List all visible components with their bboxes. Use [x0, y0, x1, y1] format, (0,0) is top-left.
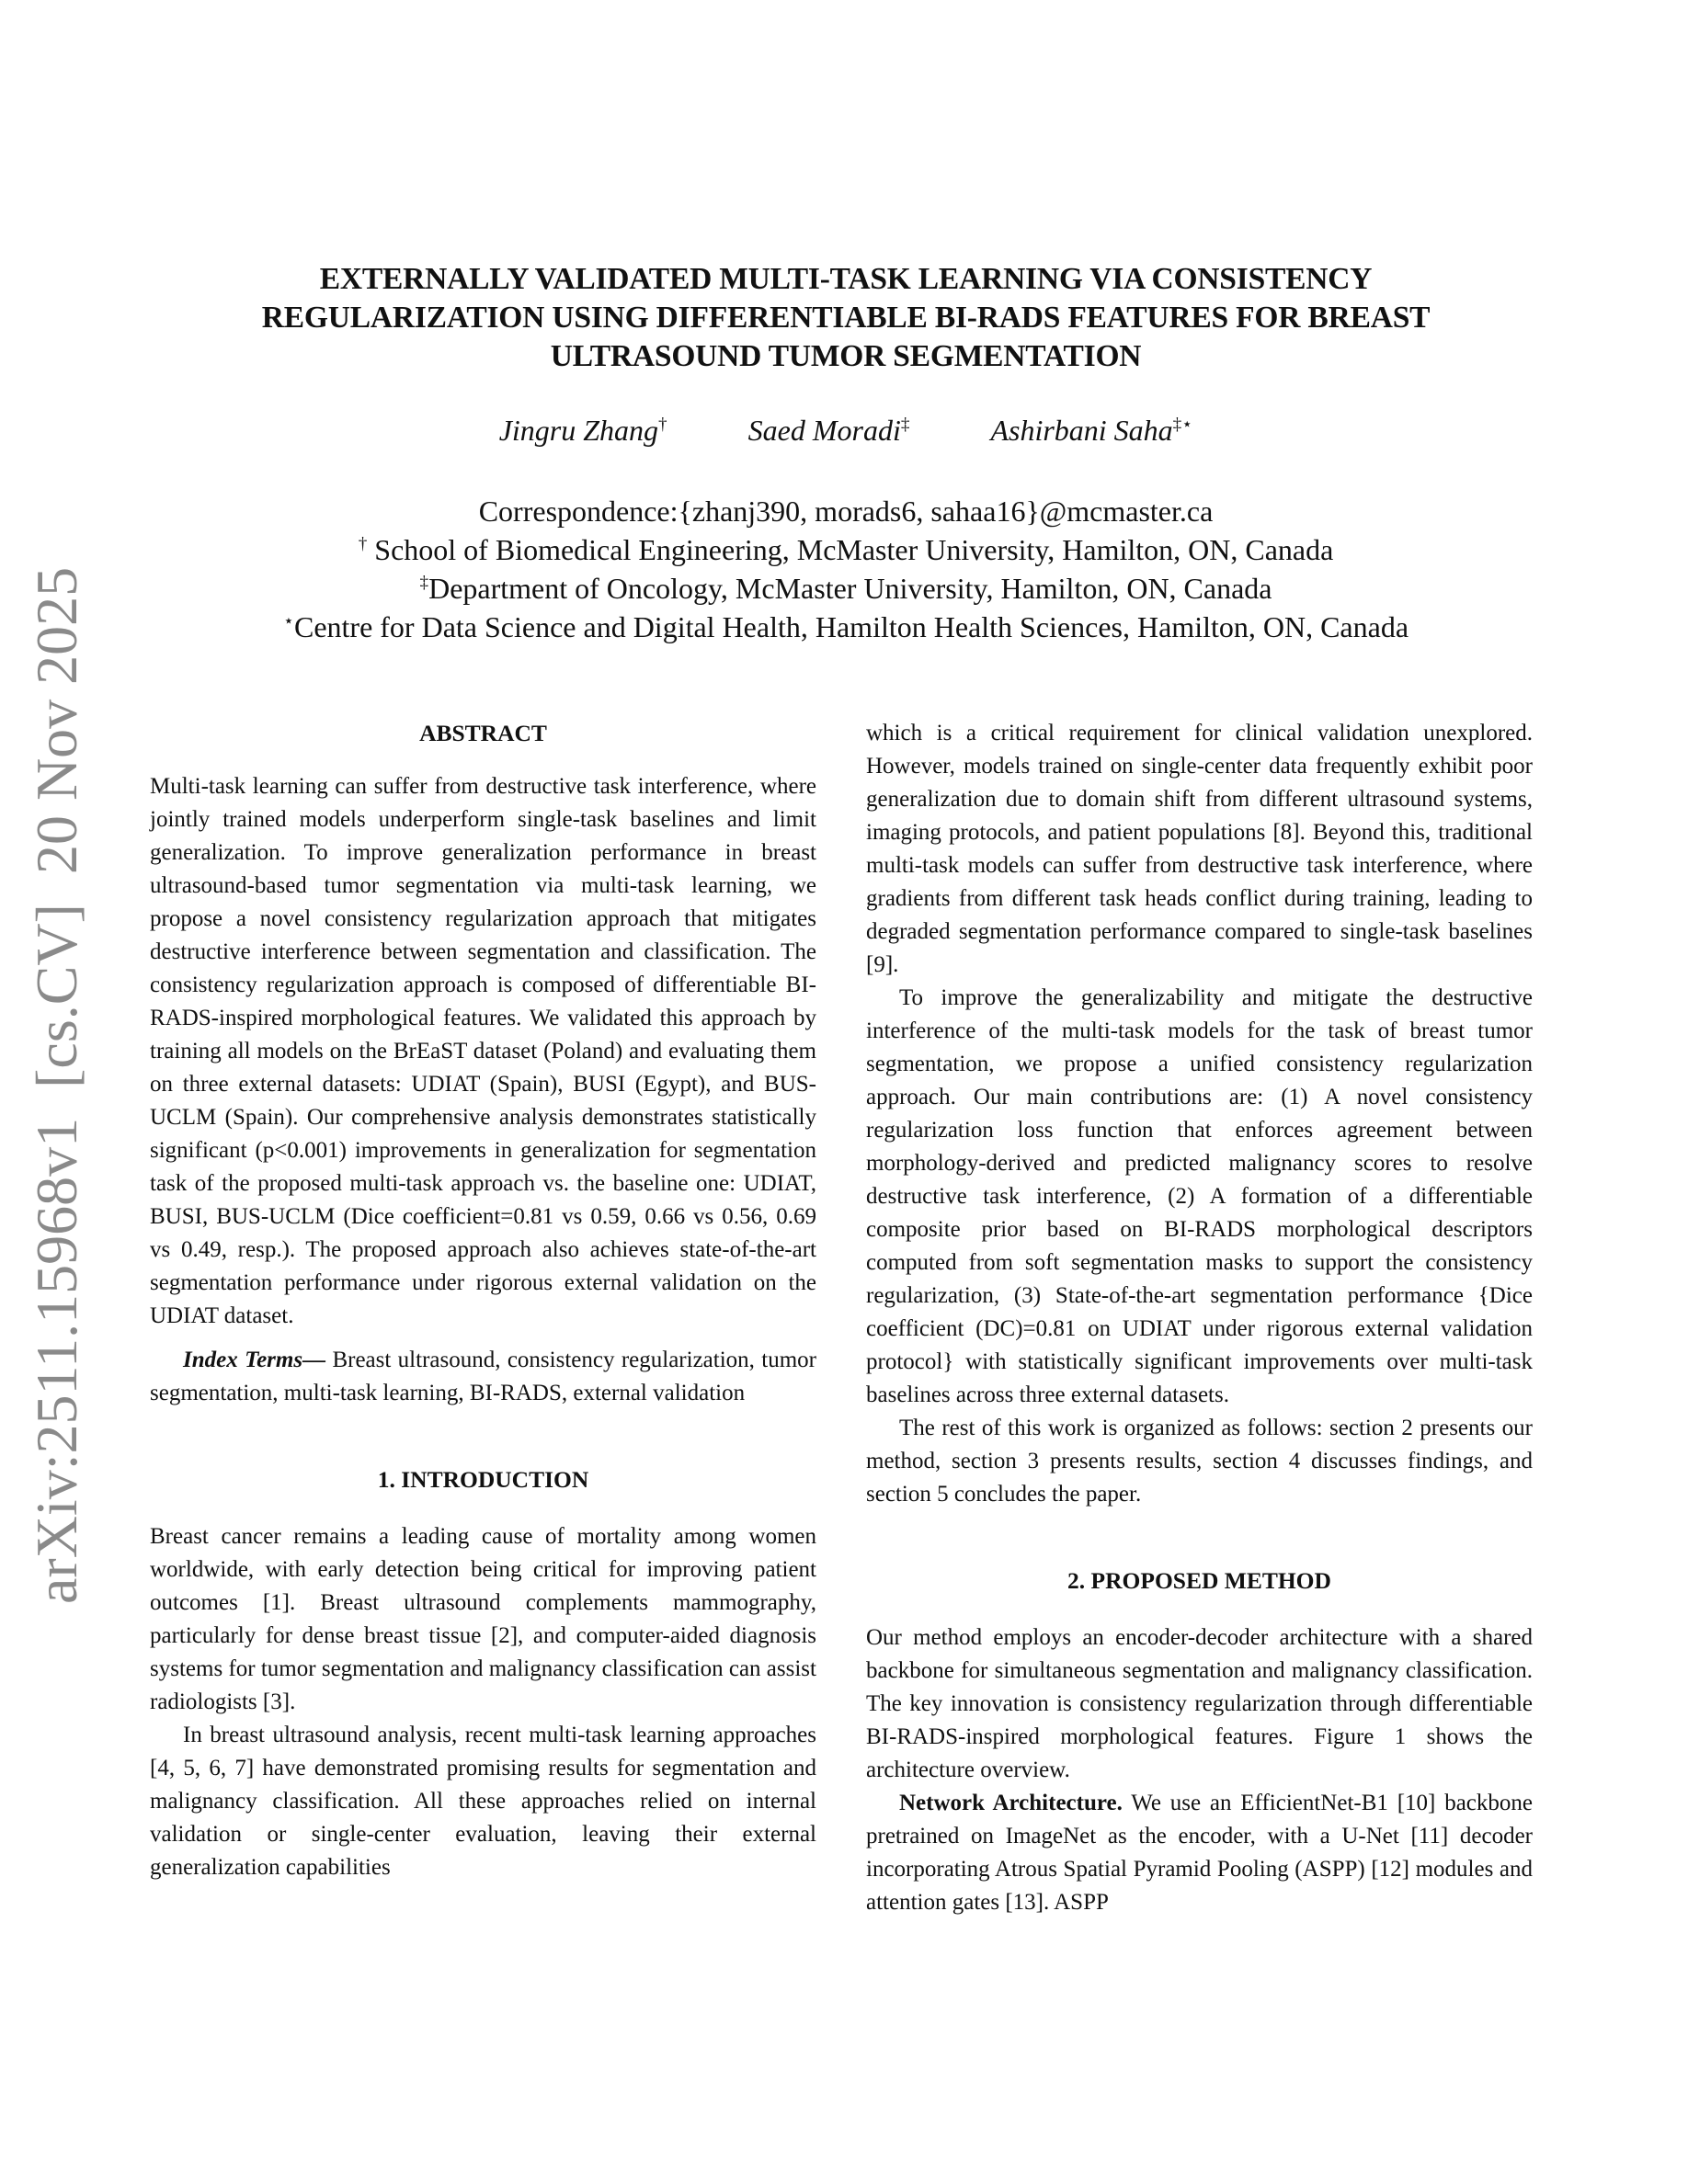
network-architecture-paragraph — [866, 1787, 1533, 1919]
paragraph-text: We use an EfficientNet-B1 [10] backbone pretrained on ImageNet as the encoder, with a U-Net [11] decoder incorporating Atrous Spatial Pyramid Pooling (ASPP) [12] modules and attention gates [13]. ASPP — [866, 1791, 1533, 1915]
index-terms-text: Breast ultrasound, consistency regularization, tumor segmentation, multi-task learning, BI-RADS, external validation — [150, 1348, 816, 1405]
author: Saed Moradi‡ — [747, 414, 910, 447]
paragraph: which is a critical requirement for clinical validation unexplored. However, models trained on single-center data frequently exhibit poor generalization due to domain shift from different ultrasound systems, imaging protocols, and patient populations [8]. Beyond this, traditional multi-task models can suffer from destructive task interference, where gradients from different task heads conflict during training, leading to degraded segmentation performance compared to single-task baselines [9]. — [866, 721, 1533, 977]
arxiv-identifier-stamp: arXiv:2511.15968v1 [cs.CV] 20 Nov 2025 — [24, 566, 89, 1604]
index-terms — [150, 1344, 816, 1410]
affiliation-line: ⋆Centre for Data Science and Digital Health, Hamilton Health Sciences, Hamilton, ON, Canada — [282, 610, 1409, 643]
left-column — [150, 717, 816, 1884]
paper-title — [184, 260, 1508, 376]
right-column — [866, 717, 1533, 1919]
affiliation-line: ‡Department of Oncology, McMaster University, Hamilton, ON, Canada — [419, 572, 1272, 605]
paragraph: In breast ultrasound analysis, recent multi-task learning approaches [4, 5, 6, 7] have demonstrated promising results for segmentation and malignancy classification. All these approaches relied on internal validation or single-center evaluation, leaving their external generalization capabilities — [150, 1723, 816, 1880]
author: Ashirbani Saha‡⋆ — [990, 414, 1193, 447]
author-list — [184, 414, 1508, 448]
introduction-heading: 1. INTRODUCTION — [377, 1466, 589, 1493]
title-line: EXTERNALLY VALIDATED MULTI-TASK LEARNING VIA CONSISTENCY — [319, 262, 1373, 296]
paragraph: Our method employs an encoder-decoder architecture with a shared backbone for simultaneous segmentation and malignancy classification. The key innovation is consistency regularization through differentiable BI-RADS-inspired morphological features. Figure 1 shows the architecture overview. — [866, 1625, 1533, 1782]
paragraph: To improve the generalizability and mitigate the destructive interference of the multi-task models for the task of breast tumor segmentation, we propose a unified consistency regularization approach. Our main contributions are: (1) A novel consistency regularization loss function that enforces agreement between morphology-derived and predicted malignancy scores to resolve destructive task interference, (2) A formation of a differentiable composite prior based on BI-RADS morphological descriptors computed from soft segmentation masks to support the consistency regularization, (3) State-of-the-art segmentation performance {Dice coefficient (DC)=0.81 on UDIAT under rigorous external validation protocol} with statistically significant improvements over multi-task baselines across three external datasets. — [866, 985, 1533, 1407]
affiliation-line: † School of Biomedical Engineering, McMaster University, Hamilton, ON, Canada — [358, 533, 1334, 566]
run-in-heading: Network Architecture. — [899, 1791, 1123, 1815]
index-terms-label: Index Terms— — [183, 1348, 326, 1372]
paragraph: The rest of this work is organized as follows: section 2 presents our method, section 3 presents results, section 4 discusses findings, and section 5 concludes the paper. — [866, 1416, 1533, 1507]
correspondence-line: Correspondence:{zhanj390, morads6, sahaa16}@mcmaster.ca — [478, 495, 1214, 528]
paragraph: Breast cancer remains a leading cause of mortality among women worldwide, with early detection being critical for improving patient outcomes [1]. Breast ultrasound complements mammography, particularly for dense breast tissue [2], and computer-aided diagnosis systems for tumor segmentation and malignancy classification can assist radiologists [3]. — [150, 1524, 816, 1714]
author: Jingru Zhang† — [498, 414, 667, 447]
abstract-text: Multi-task learning can suffer from destructive task interference, where jointly trained models underperform single-task baselines and limit generalization. To improve generalization performance in breast ultrasound-based tumor segmentation via multi-task learning, we propose a novel consistency regularization approach that mitigates destructive interference between segmentation and classification. The consistency regularization approach is composed of differentiable BI-RADS-inspired morphological features. We validated this approach by training all models on the BrEaST dataset (Poland) and evaluating them on three external datasets: UDIAT (Spain), BUSI (Egypt), and BUS-UCLM (Spain). Our comprehensive analysis demonstrates statistically significant (p<0.001) improvements in generalization for segmentation task of the proposed multi-task approach vs. the baseline one: UDIAT, BUSI, BUS-UCLM (Dice coefficient=0.81 vs 0.59, 0.66 vs 0.56, 0.69 vs 0.49, resp.). The proposed approach also achieves state-of-the-art segmentation performance under rigorous external validation on the UDIAT dataset. — [150, 774, 816, 1328]
title-line: ULTRASOUND TUMOR SEGMENTATION — [550, 339, 1142, 373]
title-line: REGULARIZATION USING DIFFERENTIABLE BI-RADS FEATURES FOR BREAST — [261, 301, 1431, 335]
method-heading: 2. PROPOSED METHOD — [1067, 1567, 1331, 1594]
affiliations — [184, 492, 1508, 646]
abstract-heading: ABSTRACT — [419, 720, 547, 746]
